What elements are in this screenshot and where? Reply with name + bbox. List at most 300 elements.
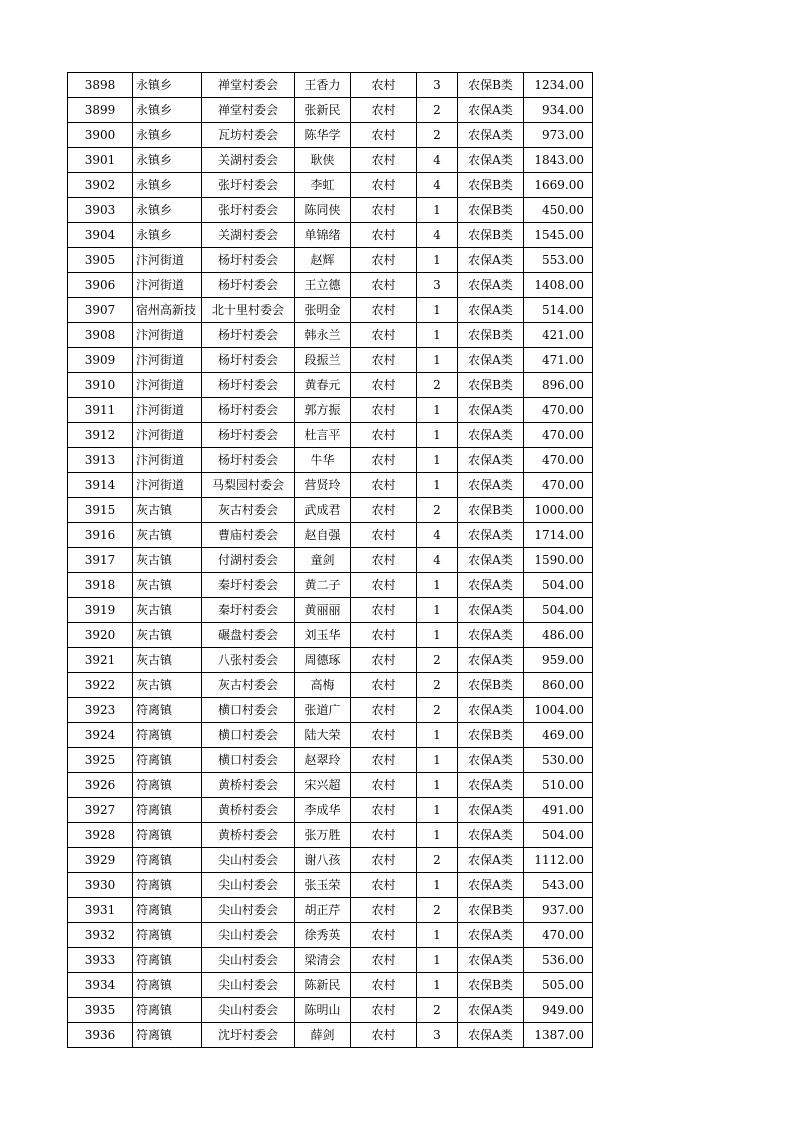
area-type-cell: 农村	[351, 598, 417, 623]
table-row	[68, 823, 593, 848]
village-committee-cell: 沈圩村委会	[202, 1023, 295, 1048]
household-count-cell: 4	[417, 223, 458, 248]
village-committee-cell: 黄桥村委会	[202, 823, 295, 848]
table-row	[68, 298, 593, 323]
table-row	[68, 273, 593, 298]
record-id-cell: 3899	[68, 98, 133, 123]
insurance-category-cell: 农保B类	[458, 73, 524, 98]
area-type-cell: 农村	[351, 498, 417, 523]
household-count-cell: 1	[417, 873, 458, 898]
amount-cell: 514.00	[524, 298, 593, 323]
town-cell: 汴河街道	[133, 448, 202, 473]
town-cell: 汴河街道	[133, 398, 202, 423]
town-cell: 汴河街道	[133, 423, 202, 448]
household-count-cell: 2	[417, 673, 458, 698]
village-committee-cell: 禅堂村委会	[202, 73, 295, 98]
area-type-cell: 农村	[351, 348, 417, 373]
household-count-cell: 1	[417, 473, 458, 498]
household-count-cell: 2	[417, 648, 458, 673]
insurance-category-cell: 农保A类	[458, 948, 524, 973]
person-name-cell: 谢八孩	[295, 848, 351, 873]
person-name-cell: 胡正芹	[295, 898, 351, 923]
insurance-category-cell: 农保A类	[458, 598, 524, 623]
household-count-cell: 2	[417, 98, 458, 123]
town-cell: 永镇乡	[133, 223, 202, 248]
insurance-category-cell: 农保A类	[458, 698, 524, 723]
record-id-cell: 3936	[68, 1023, 133, 1048]
record-id-cell: 3919	[68, 598, 133, 623]
area-type-cell: 农村	[351, 1023, 417, 1048]
insurance-category-cell: 农保A类	[458, 623, 524, 648]
area-type-cell: 农村	[351, 173, 417, 198]
town-cell: 汴河街道	[133, 373, 202, 398]
town-cell: 符离镇	[133, 873, 202, 898]
record-id-cell: 3924	[68, 723, 133, 748]
village-committee-cell: 北十里村委会	[202, 298, 295, 323]
household-count-cell: 2	[417, 498, 458, 523]
household-count-cell: 2	[417, 123, 458, 148]
person-name-cell: 宋兴超	[295, 773, 351, 798]
record-id-cell: 3912	[68, 423, 133, 448]
person-name-cell: 赵辉	[295, 248, 351, 273]
town-cell: 符离镇	[133, 823, 202, 848]
village-committee-cell: 关湖村委会	[202, 223, 295, 248]
person-name-cell: 陈华学	[295, 123, 351, 148]
household-count-cell: 2	[417, 898, 458, 923]
person-name-cell: 陈同侠	[295, 198, 351, 223]
amount-cell: 1387.00	[524, 1023, 593, 1048]
town-cell: 符离镇	[133, 1023, 202, 1048]
household-count-cell: 2	[417, 698, 458, 723]
town-cell: 灰古镇	[133, 573, 202, 598]
table-row	[68, 123, 593, 148]
area-type-cell: 农村	[351, 223, 417, 248]
town-cell: 灰古镇	[133, 548, 202, 573]
amount-cell: 860.00	[524, 673, 593, 698]
village-committee-cell: 杨圩村委会	[202, 323, 295, 348]
household-count-cell: 1	[417, 423, 458, 448]
records-table	[67, 72, 593, 1048]
amount-cell: 536.00	[524, 948, 593, 973]
person-name-cell: 武成君	[295, 498, 351, 523]
insurance-category-cell: 农保B类	[458, 973, 524, 998]
amount-cell: 504.00	[524, 573, 593, 598]
town-cell: 符离镇	[133, 798, 202, 823]
insurance-category-cell: 农保A类	[458, 448, 524, 473]
village-committee-cell: 尖山村委会	[202, 898, 295, 923]
area-type-cell: 农村	[351, 823, 417, 848]
insurance-category-cell: 农保A类	[458, 773, 524, 798]
amount-cell: 1545.00	[524, 223, 593, 248]
record-id-cell: 3911	[68, 398, 133, 423]
person-name-cell: 张明金	[295, 298, 351, 323]
table-row	[68, 723, 593, 748]
record-id-cell: 3913	[68, 448, 133, 473]
household-count-cell: 1	[417, 448, 458, 473]
record-id-cell: 3914	[68, 473, 133, 498]
town-cell: 永镇乡	[133, 173, 202, 198]
household-count-cell: 4	[417, 523, 458, 548]
town-cell: 宿州高新技	[133, 298, 202, 323]
household-count-cell: 1	[417, 723, 458, 748]
area-type-cell: 农村	[351, 123, 417, 148]
village-committee-cell: 曹庙村委会	[202, 523, 295, 548]
amount-cell: 1000.00	[524, 498, 593, 523]
amount-cell: 470.00	[524, 398, 593, 423]
table-row	[68, 448, 593, 473]
area-type-cell: 农村	[351, 923, 417, 948]
town-cell: 灰古镇	[133, 648, 202, 673]
household-count-cell: 1	[417, 323, 458, 348]
town-cell: 符离镇	[133, 998, 202, 1023]
amount-cell: 937.00	[524, 898, 593, 923]
record-id-cell: 3920	[68, 623, 133, 648]
household-count-cell: 4	[417, 173, 458, 198]
area-type-cell: 农村	[351, 723, 417, 748]
records-table-body	[68, 73, 593, 1048]
person-name-cell: 赵自强	[295, 523, 351, 548]
record-id-cell: 3906	[68, 273, 133, 298]
person-name-cell: 张道广	[295, 698, 351, 723]
person-name-cell: 徐秀英	[295, 923, 351, 948]
person-name-cell: 张万胜	[295, 823, 351, 848]
person-name-cell: 耿侠	[295, 148, 351, 173]
amount-cell: 1408.00	[524, 273, 593, 298]
village-committee-cell: 瓦坊村委会	[202, 123, 295, 148]
person-name-cell: 张新民	[295, 98, 351, 123]
town-cell: 汴河街道	[133, 348, 202, 373]
village-committee-cell: 尖山村委会	[202, 973, 295, 998]
amount-cell: 470.00	[524, 473, 593, 498]
record-id-cell: 3928	[68, 823, 133, 848]
area-type-cell: 农村	[351, 898, 417, 923]
insurance-category-cell: 农保A类	[458, 473, 524, 498]
insurance-category-cell: 农保B类	[458, 898, 524, 923]
amount-cell: 505.00	[524, 973, 593, 998]
person-name-cell: 李虹	[295, 173, 351, 198]
amount-cell: 1004.00	[524, 698, 593, 723]
household-count-cell: 1	[417, 573, 458, 598]
person-name-cell: 郭方振	[295, 398, 351, 423]
household-count-cell: 1	[417, 773, 458, 798]
table-row	[68, 648, 593, 673]
village-committee-cell: 杨圩村委会	[202, 348, 295, 373]
area-type-cell: 农村	[351, 248, 417, 273]
record-id-cell: 3916	[68, 523, 133, 548]
village-committee-cell: 八张村委会	[202, 648, 295, 673]
table-row	[68, 698, 593, 723]
insurance-category-cell: 农保B类	[458, 373, 524, 398]
area-type-cell: 农村	[351, 673, 417, 698]
insurance-category-cell: 农保B类	[458, 223, 524, 248]
insurance-category-cell: 农保A类	[458, 398, 524, 423]
table-row	[68, 923, 593, 948]
insurance-category-cell: 农保B类	[458, 323, 524, 348]
insurance-category-cell: 农保B类	[458, 173, 524, 198]
person-name-cell: 王立德	[295, 273, 351, 298]
insurance-category-cell: 农保A类	[458, 823, 524, 848]
record-id-cell: 3935	[68, 998, 133, 1023]
table-row	[68, 898, 593, 923]
area-type-cell: 农村	[351, 748, 417, 773]
town-cell: 符离镇	[133, 698, 202, 723]
table-row	[68, 223, 593, 248]
record-id-cell: 3898	[68, 73, 133, 98]
table-row	[68, 73, 593, 98]
table-row	[68, 373, 593, 398]
area-type-cell: 农村	[351, 73, 417, 98]
village-committee-cell: 秦圩村委会	[202, 598, 295, 623]
area-type-cell: 农村	[351, 948, 417, 973]
village-committee-cell: 碾盘村委会	[202, 623, 295, 648]
town-cell: 灰古镇	[133, 523, 202, 548]
table-row	[68, 748, 593, 773]
amount-cell: 470.00	[524, 423, 593, 448]
record-id-cell: 3927	[68, 798, 133, 823]
area-type-cell: 农村	[351, 298, 417, 323]
person-name-cell: 高梅	[295, 673, 351, 698]
person-name-cell: 薛剑	[295, 1023, 351, 1048]
village-committee-cell: 张圩村委会	[202, 173, 295, 198]
insurance-category-cell: 农保A类	[458, 873, 524, 898]
person-name-cell: 赵翠玲	[295, 748, 351, 773]
record-id-cell: 3903	[68, 198, 133, 223]
area-type-cell: 农村	[351, 423, 417, 448]
town-cell: 符离镇	[133, 923, 202, 948]
person-name-cell: 黄丽丽	[295, 598, 351, 623]
record-id-cell: 3922	[68, 673, 133, 698]
person-name-cell: 杜言平	[295, 423, 351, 448]
person-name-cell: 韩永兰	[295, 323, 351, 348]
village-committee-cell: 杨圩村委会	[202, 398, 295, 423]
table-row	[68, 148, 593, 173]
amount-cell: 510.00	[524, 773, 593, 798]
record-id-cell: 3908	[68, 323, 133, 348]
village-committee-cell: 杨圩村委会	[202, 423, 295, 448]
amount-cell: 470.00	[524, 923, 593, 948]
household-count-cell: 3	[417, 273, 458, 298]
record-id-cell: 3905	[68, 248, 133, 273]
record-id-cell: 3925	[68, 748, 133, 773]
village-committee-cell: 尖山村委会	[202, 848, 295, 873]
household-count-cell: 1	[417, 973, 458, 998]
household-count-cell: 1	[417, 598, 458, 623]
area-type-cell: 农村	[351, 548, 417, 573]
record-id-cell: 3926	[68, 773, 133, 798]
town-cell: 汴河街道	[133, 473, 202, 498]
town-cell: 灰古镇	[133, 498, 202, 523]
table-row	[68, 248, 593, 273]
area-type-cell: 农村	[351, 473, 417, 498]
insurance-category-cell: 农保A类	[458, 348, 524, 373]
record-id-cell: 3901	[68, 148, 133, 173]
amount-cell: 504.00	[524, 598, 593, 623]
insurance-category-cell: 农保B类	[458, 723, 524, 748]
household-count-cell: 1	[417, 298, 458, 323]
area-type-cell: 农村	[351, 848, 417, 873]
area-type-cell: 农村	[351, 323, 417, 348]
town-cell: 符离镇	[133, 748, 202, 773]
insurance-category-cell: 农保A类	[458, 273, 524, 298]
amount-cell: 1714.00	[524, 523, 593, 548]
insurance-category-cell: 农保A类	[458, 298, 524, 323]
table-row	[68, 873, 593, 898]
table-row	[68, 948, 593, 973]
table-row	[68, 1023, 593, 1048]
insurance-category-cell: 农保A类	[458, 998, 524, 1023]
amount-cell: 1234.00	[524, 73, 593, 98]
record-id-cell: 3904	[68, 223, 133, 248]
amount-cell: 469.00	[524, 723, 593, 748]
village-committee-cell: 杨圩村委会	[202, 373, 295, 398]
table-row	[68, 473, 593, 498]
village-committee-cell: 黄桥村委会	[202, 798, 295, 823]
household-count-cell: 2	[417, 848, 458, 873]
insurance-category-cell: 农保B类	[458, 498, 524, 523]
table-row	[68, 573, 593, 598]
person-name-cell: 陈明山	[295, 998, 351, 1023]
amount-cell: 471.00	[524, 348, 593, 373]
amount-cell: 973.00	[524, 123, 593, 148]
table-row	[68, 398, 593, 423]
area-type-cell: 农村	[351, 573, 417, 598]
town-cell: 永镇乡	[133, 148, 202, 173]
amount-cell: 934.00	[524, 98, 593, 123]
village-committee-cell: 杨圩村委会	[202, 273, 295, 298]
record-id-cell: 3931	[68, 898, 133, 923]
household-count-cell: 3	[417, 73, 458, 98]
town-cell: 灰古镇	[133, 623, 202, 648]
household-count-cell: 2	[417, 373, 458, 398]
household-count-cell: 3	[417, 1023, 458, 1048]
area-type-cell: 农村	[351, 648, 417, 673]
household-count-cell: 1	[417, 748, 458, 773]
amount-cell: 1669.00	[524, 173, 593, 198]
town-cell: 永镇乡	[133, 98, 202, 123]
area-type-cell: 农村	[351, 198, 417, 223]
person-name-cell: 黄春元	[295, 373, 351, 398]
table-row	[68, 798, 593, 823]
household-count-cell: 1	[417, 398, 458, 423]
record-id-cell: 3934	[68, 973, 133, 998]
insurance-category-cell: 农保A类	[458, 548, 524, 573]
amount-cell: 421.00	[524, 323, 593, 348]
table-row	[68, 423, 593, 448]
table-row	[68, 323, 593, 348]
village-committee-cell: 尖山村委会	[202, 948, 295, 973]
amount-cell: 553.00	[524, 248, 593, 273]
town-cell: 永镇乡	[133, 73, 202, 98]
amount-cell: 450.00	[524, 198, 593, 223]
household-count-cell: 1	[417, 198, 458, 223]
amount-cell: 491.00	[524, 798, 593, 823]
area-type-cell: 农村	[351, 273, 417, 298]
table-row	[68, 348, 593, 373]
town-cell: 永镇乡	[133, 198, 202, 223]
area-type-cell: 农村	[351, 873, 417, 898]
town-cell: 汴河街道	[133, 323, 202, 348]
amount-cell: 470.00	[524, 448, 593, 473]
village-committee-cell: 灰古村委会	[202, 673, 295, 698]
insurance-category-cell: 农保B类	[458, 198, 524, 223]
record-id-cell: 3902	[68, 173, 133, 198]
amount-cell: 959.00	[524, 648, 593, 673]
table-row	[68, 848, 593, 873]
record-id-cell: 3933	[68, 948, 133, 973]
town-cell: 符离镇	[133, 898, 202, 923]
record-id-cell: 3923	[68, 698, 133, 723]
town-cell: 符离镇	[133, 973, 202, 998]
area-type-cell: 农村	[351, 373, 417, 398]
amount-cell: 486.00	[524, 623, 593, 648]
insurance-category-cell: 农保A类	[458, 1023, 524, 1048]
household-count-cell: 4	[417, 548, 458, 573]
insurance-category-cell: 农保A类	[458, 423, 524, 448]
village-committee-cell: 付湖村委会	[202, 548, 295, 573]
village-committee-cell: 黄桥村委会	[202, 773, 295, 798]
household-count-cell: 1	[417, 948, 458, 973]
area-type-cell: 农村	[351, 998, 417, 1023]
village-committee-cell: 张圩村委会	[202, 198, 295, 223]
person-name-cell: 黄二子	[295, 573, 351, 598]
table-row	[68, 998, 593, 1023]
insurance-category-cell: 农保A类	[458, 523, 524, 548]
record-id-cell: 3930	[68, 873, 133, 898]
village-committee-cell: 尖山村委会	[202, 923, 295, 948]
amount-cell: 1590.00	[524, 548, 593, 573]
amount-cell: 1112.00	[524, 848, 593, 873]
town-cell: 符离镇	[133, 723, 202, 748]
amount-cell: 543.00	[524, 873, 593, 898]
village-committee-cell: 秦圩村委会	[202, 573, 295, 598]
amount-cell: 896.00	[524, 373, 593, 398]
insurance-category-cell: 农保A类	[458, 923, 524, 948]
household-count-cell: 4	[417, 148, 458, 173]
person-name-cell: 童剑	[295, 548, 351, 573]
table-row	[68, 623, 593, 648]
record-id-cell: 3909	[68, 348, 133, 373]
record-id-cell: 3907	[68, 298, 133, 323]
insurance-category-cell: 农保A类	[458, 248, 524, 273]
village-committee-cell: 杨圩村委会	[202, 448, 295, 473]
insurance-category-cell: 农保A类	[458, 748, 524, 773]
insurance-category-cell: 农保A类	[458, 798, 524, 823]
record-id-cell: 3932	[68, 923, 133, 948]
household-count-cell: 1	[417, 923, 458, 948]
household-count-cell: 1	[417, 798, 458, 823]
person-name-cell: 周德琢	[295, 648, 351, 673]
amount-cell: 530.00	[524, 748, 593, 773]
table-row	[68, 173, 593, 198]
area-type-cell: 农村	[351, 448, 417, 473]
table-row	[68, 973, 593, 998]
village-committee-cell: 灰古村委会	[202, 498, 295, 523]
insurance-category-cell: 农保A类	[458, 148, 524, 173]
record-id-cell: 3917	[68, 548, 133, 573]
household-count-cell: 1	[417, 623, 458, 648]
person-name-cell: 营贤玲	[295, 473, 351, 498]
village-committee-cell: 横口村委会	[202, 748, 295, 773]
record-id-cell: 3929	[68, 848, 133, 873]
household-count-cell: 1	[417, 248, 458, 273]
record-id-cell: 3918	[68, 573, 133, 598]
town-cell: 灰古镇	[133, 673, 202, 698]
table-row	[68, 523, 593, 548]
table-row	[68, 198, 593, 223]
village-committee-cell: 杨圩村委会	[202, 248, 295, 273]
village-committee-cell: 横口村委会	[202, 723, 295, 748]
person-name-cell: 牛华	[295, 448, 351, 473]
